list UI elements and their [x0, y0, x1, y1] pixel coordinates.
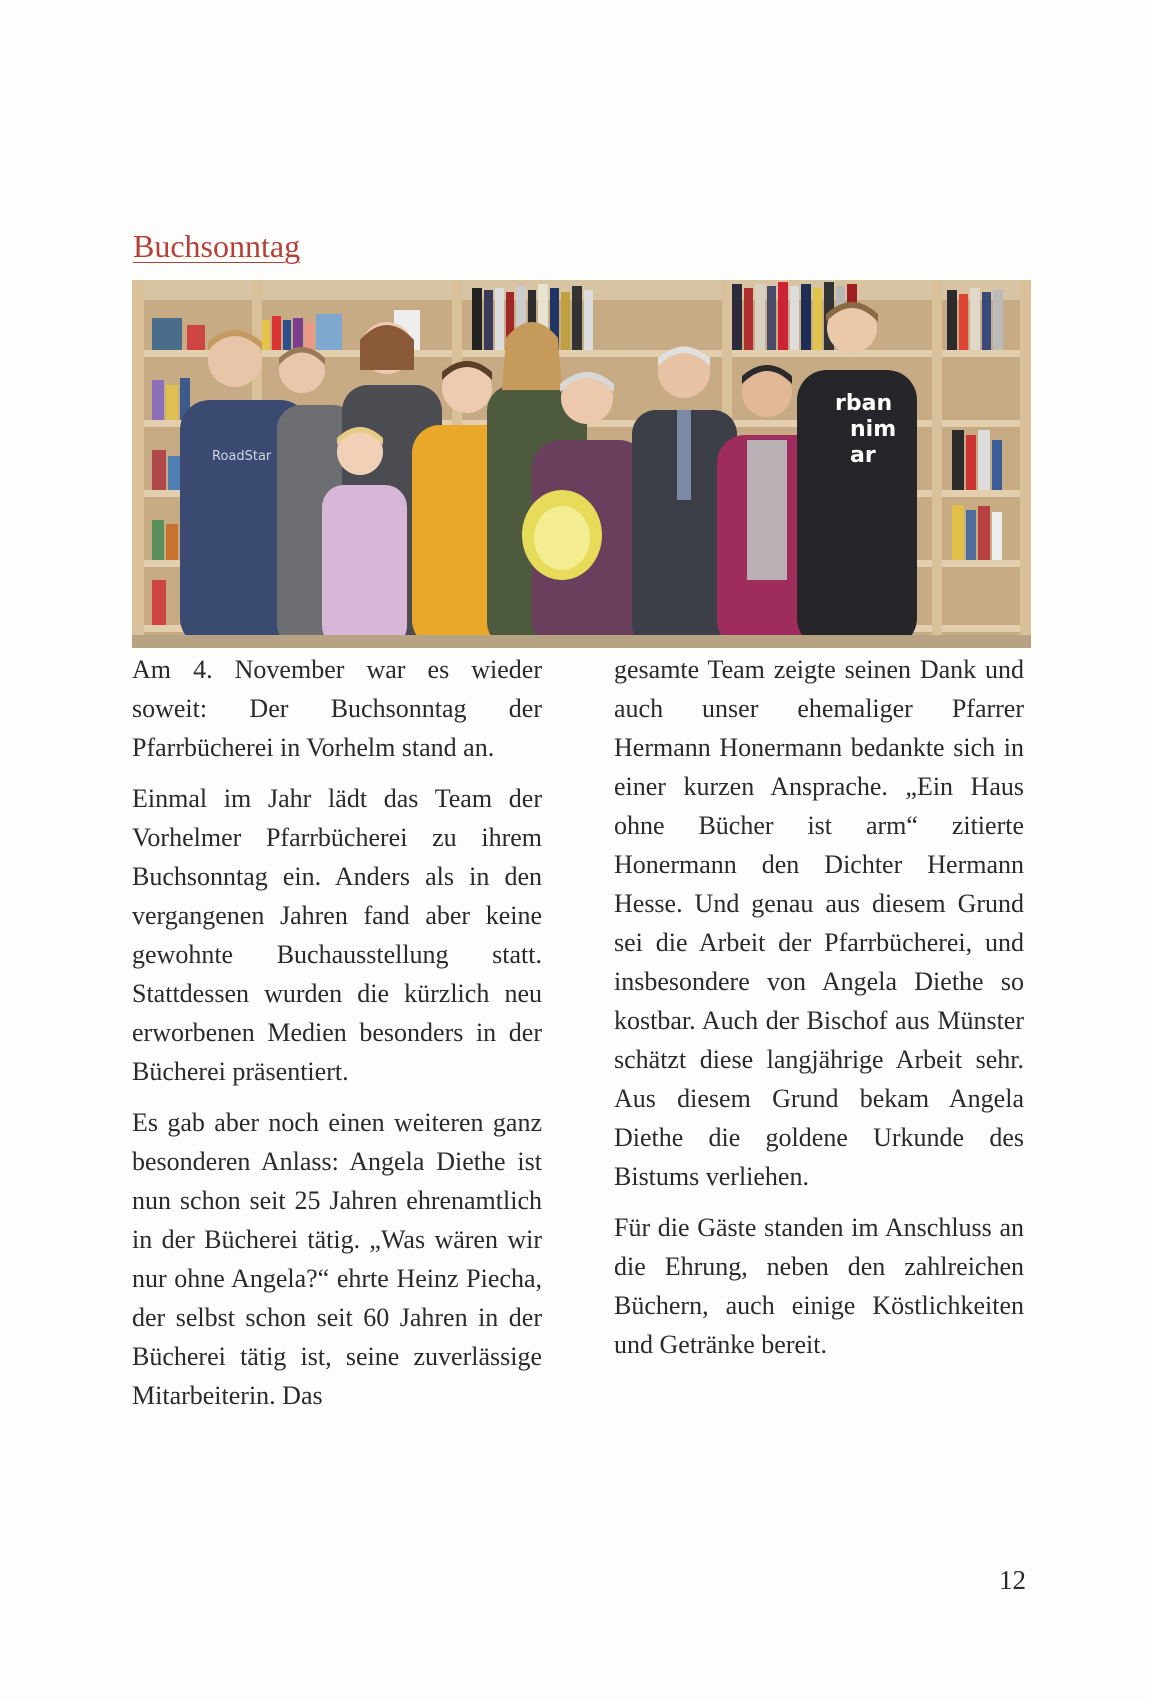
- page-title: Buchsonntag: [133, 228, 301, 264]
- paragraph: Es gab aber noch einen weiteren ganz besonderen Anlass: Angela Diethe ist nun schon seit 25 Jahren ehrenamtlich in der Bücherei tätig. „Was wären wir nur ohne Angela?“ ehrte Heinz Piecha, der selbst schon seit 60 Jahren in der Bücherei tätig ist, seine zuverlässige Mitarbeiterin. Das: [132, 1108, 542, 1410]
- shirt-print-3: ar: [850, 443, 876, 468]
- hoodie-print: RoadStar: [212, 449, 272, 464]
- article-column-right: [614, 650, 1024, 1376]
- paragraph: Einmal im Jahr lädt das Team der Vorhelmer Pfarrbücherei zu ihrem Buchsonntag ein. Anders als in den vergangenen Jahren fand aber keine gewohnte Buchausstellung statt. Stattdessen wurden die kürzlich neu erworbenen Medien besonders in der Bücherei präsentiert.: [132, 784, 542, 1086]
- article-column-left: [132, 650, 542, 1427]
- group-photo: [132, 280, 1031, 648]
- page-number: 12: [999, 1565, 1026, 1595]
- paragraph: gesamte Team zeigte seinen Dank und auch unser ehemaliger Pfarrer Hermann Honermann bedankte sich in einer kurzen Ansprache. „Ein Haus ohne Bücher ist arm“ zitierte Honermann den Dichter Hermann Hesse. Und genau aus diesem Grund sei die Arbeit der Pfarrbücherei, und insbesondere von Angela Diethe so kostbar. Auch der Bischof aus Münster schätzt diese langjährige Arbeit sehr. Aus diesem Grund bekam Angela Diethe die goldene Urkunde des Bistums verliehen.: [614, 655, 1024, 1191]
- paragraph: Am 4. November war es wieder soweit: Der Buchsonntag der Pfarrbücherei in Vorhelm stand an.: [132, 655, 542, 762]
- shirt-print-1: rban: [835, 391, 893, 416]
- paragraph: Für die Gäste standen im Anschluss an die Ehrung, neben den zahlreichen Büchern, auch einige Köstlichkeiten und Getränke bereit.: [614, 1213, 1024, 1359]
- shirt-print-2: nim: [850, 417, 897, 442]
